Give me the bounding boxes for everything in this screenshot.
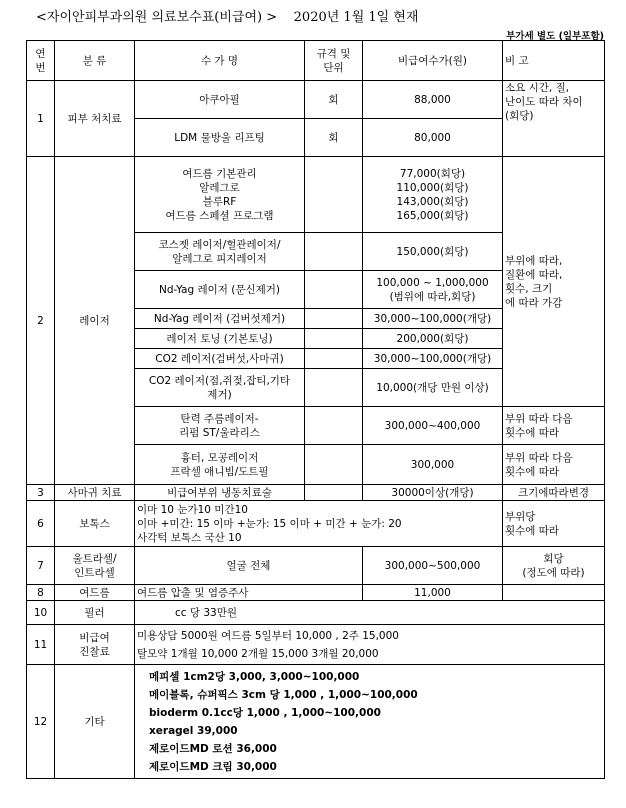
row-no: 12	[27, 665, 55, 779]
row-category: 울트라셀/ 인트라셀	[55, 547, 135, 585]
item-price: 300,000~500,000	[363, 547, 503, 585]
row-no: 11	[27, 625, 55, 665]
table-row	[27, 81, 605, 119]
vat-note: 부가세 별도 (일부포함)	[506, 31, 604, 42]
row-no: 1	[27, 81, 55, 157]
item-unit	[305, 309, 363, 329]
item-unit	[305, 271, 363, 309]
table-row	[27, 485, 605, 501]
item-unit	[305, 349, 363, 369]
table-row	[27, 547, 605, 585]
row-no: 6	[27, 501, 55, 547]
row-category: 레이저	[55, 157, 135, 485]
row-category: 필러	[55, 601, 135, 625]
header-remark: 비 고	[503, 41, 605, 81]
item-price: 88,000	[363, 81, 503, 119]
fee-table	[26, 40, 605, 779]
row-category: 보톡스	[55, 501, 135, 547]
row-no: 2	[27, 157, 55, 485]
item-name: 흉터, 모공레이저 프락셀 애니빔/도트필	[135, 445, 305, 485]
item-price: 30,000~100,000(개당)	[363, 349, 503, 369]
item-price: 77,000(회당) 110,000(회당) 143,000(회당) 165,000(회당)	[363, 157, 503, 233]
row-remark	[503, 585, 605, 601]
item-unit: 회	[305, 81, 363, 119]
table-row	[27, 625, 605, 665]
item-price: 80,000	[363, 119, 503, 157]
item-name: 얼굴 전체	[135, 547, 363, 585]
item-unit	[305, 157, 363, 233]
item-unit	[305, 369, 363, 407]
table-row	[27, 601, 605, 625]
table-row	[27, 157, 605, 233]
table-row	[27, 665, 605, 779]
header-unit: 규격 및 단위	[305, 41, 363, 81]
item-name: 비급여부위 냉동치료술	[135, 485, 305, 501]
item-name: 레이저 토닝 (기본토닝)	[135, 329, 305, 349]
table-row	[27, 585, 605, 601]
header-name: 수 가 명	[135, 41, 305, 81]
item-name: 이마 10 눈가10 미간10 이마 +미간: 15 이마 +눈가: 15 이마 + 미간 + 눈가: 20 사각턱 보톡스 국산 10	[135, 501, 503, 547]
table-header-row	[27, 41, 605, 81]
row-category: 사마귀 치료	[55, 485, 135, 501]
header-no: 연 번	[27, 41, 55, 81]
item-name: 미용상담 5000원 여드름 5일부터 10,000 , 2주 15,000 탈모약 1개월 10,000 2개월 15,000 3개월 20,000	[135, 625, 605, 665]
item-unit	[305, 407, 363, 445]
row-no: 7	[27, 547, 55, 585]
item-name: CO2 레이저(점,쥐젖,잡티,기타 제거)	[135, 369, 305, 407]
item-name: 코스젯 레이저/헐관레이저/ 알레그로 피지레이저	[135, 233, 305, 271]
row-remark: 소요 시간, 질, 난이도 따라 차이 (회당)	[503, 81, 605, 157]
item-name: CO2 레이저(검버섯,사마귀)	[135, 349, 305, 369]
row-no: 3	[27, 485, 55, 501]
page-title: <자이안피부과의원 의료보수표(비급여) > 2020년 1월 1일 현재	[36, 10, 419, 25]
item-name: Nd-Yag 레이저 (문신제거)	[135, 271, 305, 309]
item-name: Nd-Yag 레이저 (검버섯제거)	[135, 309, 305, 329]
row-remark: 부위당 횟수에 따라	[503, 501, 605, 547]
row-no: 10	[27, 601, 55, 625]
item-price: 100,000 ~ 1,000,000 (범위에 따라,회당)	[363, 271, 503, 309]
item-name: 아쿠아필	[135, 81, 305, 119]
row-remark: 부위에 따라, 질환에 따라, 횟수, 크기 에 따라 가감	[503, 157, 605, 407]
header-category: 분 류	[55, 41, 135, 81]
header-price: 비급여수가(원)	[363, 41, 503, 81]
item-price: 150,000(회당)	[363, 233, 503, 271]
item-name: LDM 물방울 리프팅	[135, 119, 305, 157]
item-price: 30000이상(개당)	[363, 485, 503, 501]
row-remark: 회당 (정도에 따라)	[503, 547, 605, 585]
item-unit	[305, 329, 363, 349]
item-name: 여드름 압출 및 염증주사	[135, 585, 363, 601]
row-category: 비급여 진찰료	[55, 625, 135, 665]
item-name: 여드름 기본관리 알레그로 블루RF 여드름 스페셜 프로그램	[135, 157, 305, 233]
item-unit: 회	[305, 119, 363, 157]
item-unit	[305, 485, 363, 501]
row-category: 피부 처치료	[55, 81, 135, 157]
item-price: 11,000	[363, 585, 503, 601]
item-price: 10,000(개당 만원 이상)	[363, 369, 503, 407]
item-name: cc 당 33만원	[135, 601, 605, 625]
item-price: 30,000~100,000(개당)	[363, 309, 503, 329]
row-no: 8	[27, 585, 55, 601]
row-remark: 크기에따라변경	[503, 485, 605, 501]
table-row	[27, 501, 605, 547]
row-category: 여드름	[55, 585, 135, 601]
item-name: 탄력 주름레이저- 리펌 ST/울라리스	[135, 407, 305, 445]
row-category: 기타	[55, 665, 135, 779]
row-remark: 부위 따라 다음 횟수에 따라	[503, 445, 605, 485]
item-unit	[305, 445, 363, 485]
item-name: 메피셀 1cm2당 3,000, 3,000~100,000 메이블록, 슈퍼픽스 3cm 당 1,000 , 1,000~100,000 bioderm 0.1cc당 1,000 , 1,000~100,000 xeragel 39,000 제로이드MD 로션 36,000 제로이드MD 크림 30,000	[135, 665, 605, 779]
item-unit	[305, 233, 363, 271]
item-price: 300,000~400,000	[363, 407, 503, 445]
item-price: 300,000	[363, 445, 503, 485]
row-remark: 부위 따라 다음 횟수에 따라	[503, 407, 605, 445]
item-price: 200,000(회당)	[363, 329, 503, 349]
